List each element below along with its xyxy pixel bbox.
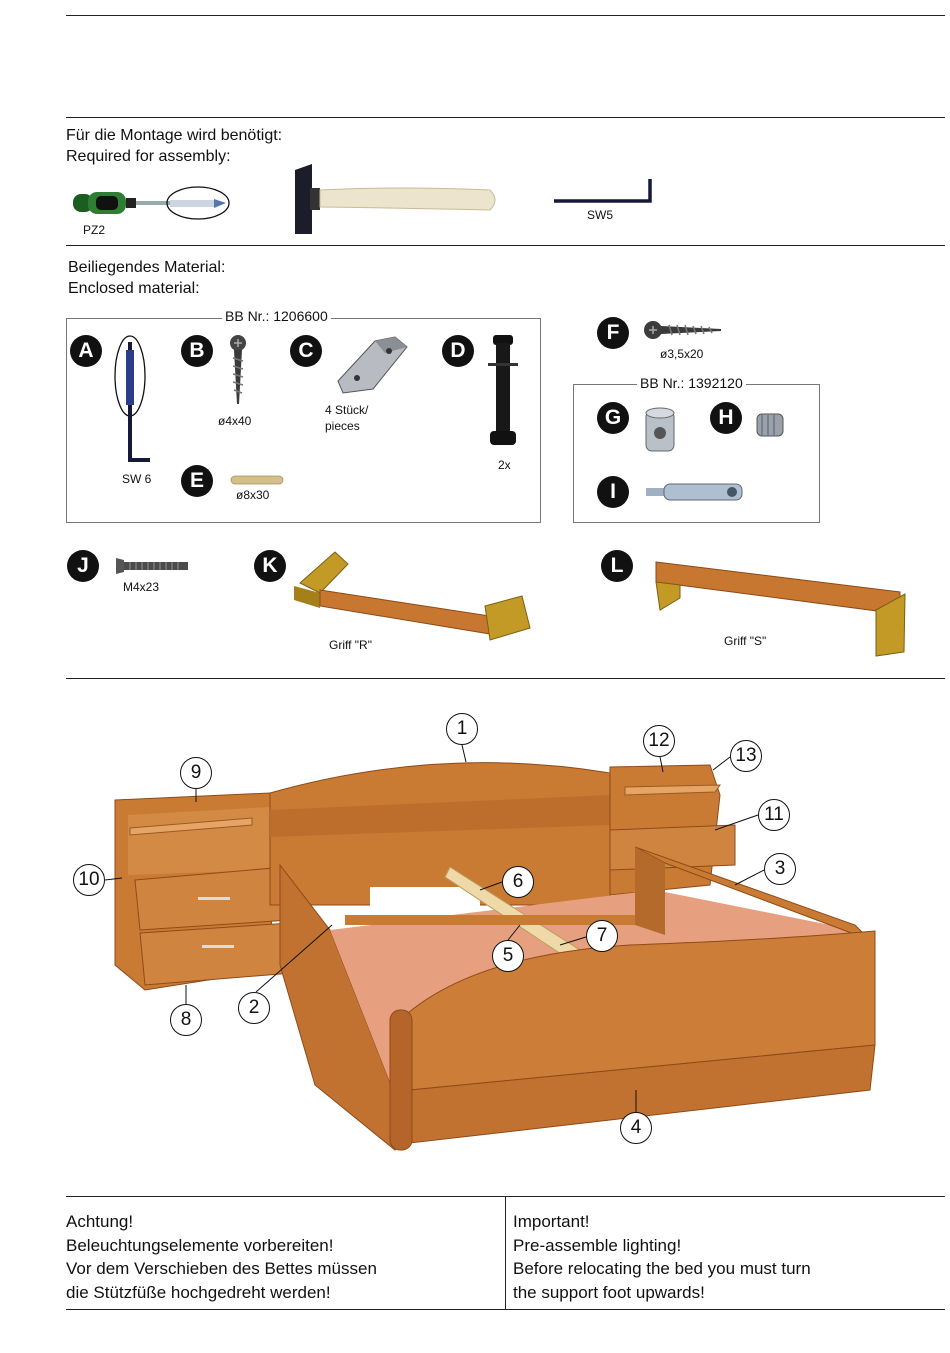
hardware-box-1-title: BB Nr.: 1206600 <box>222 308 331 324</box>
part-a-label: A <box>70 335 102 367</box>
connector-bolt-i-icon <box>644 478 750 506</box>
screwdriver-icon <box>70 180 235 225</box>
part-l-caption: Griff "S" <box>724 634 767 648</box>
notice-en-line1: Important! <box>513 1212 590 1231</box>
callout-8: 8 <box>170 1004 202 1036</box>
notice-en-line4: the support foot upwards! <box>513 1282 705 1302</box>
part-l-label: L <box>601 550 633 582</box>
wood-screw-f-icon <box>643 318 723 342</box>
part-c-label: C <box>290 335 322 367</box>
notice-divider <box>505 1196 506 1309</box>
part-e-label: E <box>181 465 213 497</box>
callout-11: 11 <box>758 799 790 831</box>
callout-9: 9 <box>180 757 212 789</box>
callout-1: 1 <box>446 713 478 745</box>
support-foot-d-icon <box>487 333 519 449</box>
part-h-label: H <box>710 402 742 434</box>
part-b-label: B <box>181 335 213 367</box>
handle-k-icon <box>290 548 535 648</box>
callout-4: 4 <box>620 1112 652 1144</box>
material-heading-de: Beiliegendes Material: <box>68 259 226 276</box>
callout-6: 6 <box>502 866 534 898</box>
rule-material-top <box>66 245 945 246</box>
notice-de <box>66 1210 377 1304</box>
tools-heading <box>66 125 282 167</box>
part-f-label: F <box>597 317 629 349</box>
top-rule <box>66 15 945 16</box>
rule-tools-top <box>66 117 945 118</box>
notice-de-line3: Vor dem Verschieben des Bettes müssen <box>66 1259 377 1278</box>
callout-5: 5 <box>492 940 524 972</box>
callout-12: 12 <box>643 725 675 757</box>
part-c-caption <box>325 402 368 434</box>
dowel-e-icon <box>230 474 285 486</box>
callout-2: 2 <box>238 992 270 1024</box>
notice-en-line3: Before relocating the bed you must turn <box>513 1259 811 1278</box>
callout-13: 13 <box>730 740 762 772</box>
part-k-label: K <box>254 550 286 582</box>
screwdriver-label: PZ2 <box>83 223 106 237</box>
barrel-nut-g-icon <box>640 405 680 455</box>
part-e-caption: ø8x30 <box>236 488 270 502</box>
tools-heading-de: Für die Montage wird benötigt: <box>66 127 283 144</box>
part-a-caption: SW 6 <box>122 472 152 486</box>
part-c-caption-line1: 4 Stück/ <box>325 403 369 417</box>
hex-key-a-icon <box>110 332 160 468</box>
material-heading-en: Enclosed material: <box>68 280 200 297</box>
part-c-caption-line2: pieces <box>325 419 360 433</box>
notice-de-line2: Beleuchtungselemente vorbereiten! <box>66 1235 334 1255</box>
part-j-label: J <box>67 550 99 582</box>
callout-3: 3 <box>764 853 796 885</box>
allen-key-label: SW5 <box>587 208 614 222</box>
hammer-icon <box>290 160 505 238</box>
corner-bracket-c-icon <box>333 333 411 395</box>
notice-en <box>513 1210 811 1304</box>
rule-notice-bottom <box>66 1309 945 1310</box>
notice-de-line4: die Stützfüße hochgedreht werden! <box>66 1282 331 1302</box>
part-f-caption: ø3,5x20 <box>660 347 704 361</box>
allen-key-icon <box>552 176 657 206</box>
callout-10: 10 <box>73 864 105 896</box>
handle-l-icon <box>650 552 912 660</box>
notice-en-line2: Pre-assemble lighting! <box>513 1235 682 1255</box>
part-d-caption: 2x <box>498 458 511 472</box>
hardware-box-2-title: BB Nr.: 1392120 <box>637 375 746 391</box>
rule-diagram-top <box>66 678 945 679</box>
part-g-label: G <box>597 402 629 434</box>
material-heading <box>68 257 225 299</box>
part-j-caption: M4x23 <box>123 580 160 594</box>
part-k-caption: Griff "R" <box>329 638 372 652</box>
part-b-caption: ø4x40 <box>218 414 252 428</box>
part-i-label: I <box>597 476 629 508</box>
machine-screw-j-icon <box>114 556 190 576</box>
notice-de-line1: Achtung! <box>66 1212 134 1231</box>
callout-7: 7 <box>586 920 618 952</box>
grub-screw-h-icon <box>754 410 786 440</box>
wood-screw-b-icon <box>226 334 250 406</box>
tools-heading-en: Required for assembly: <box>66 148 231 165</box>
part-d-label: D <box>442 335 474 367</box>
